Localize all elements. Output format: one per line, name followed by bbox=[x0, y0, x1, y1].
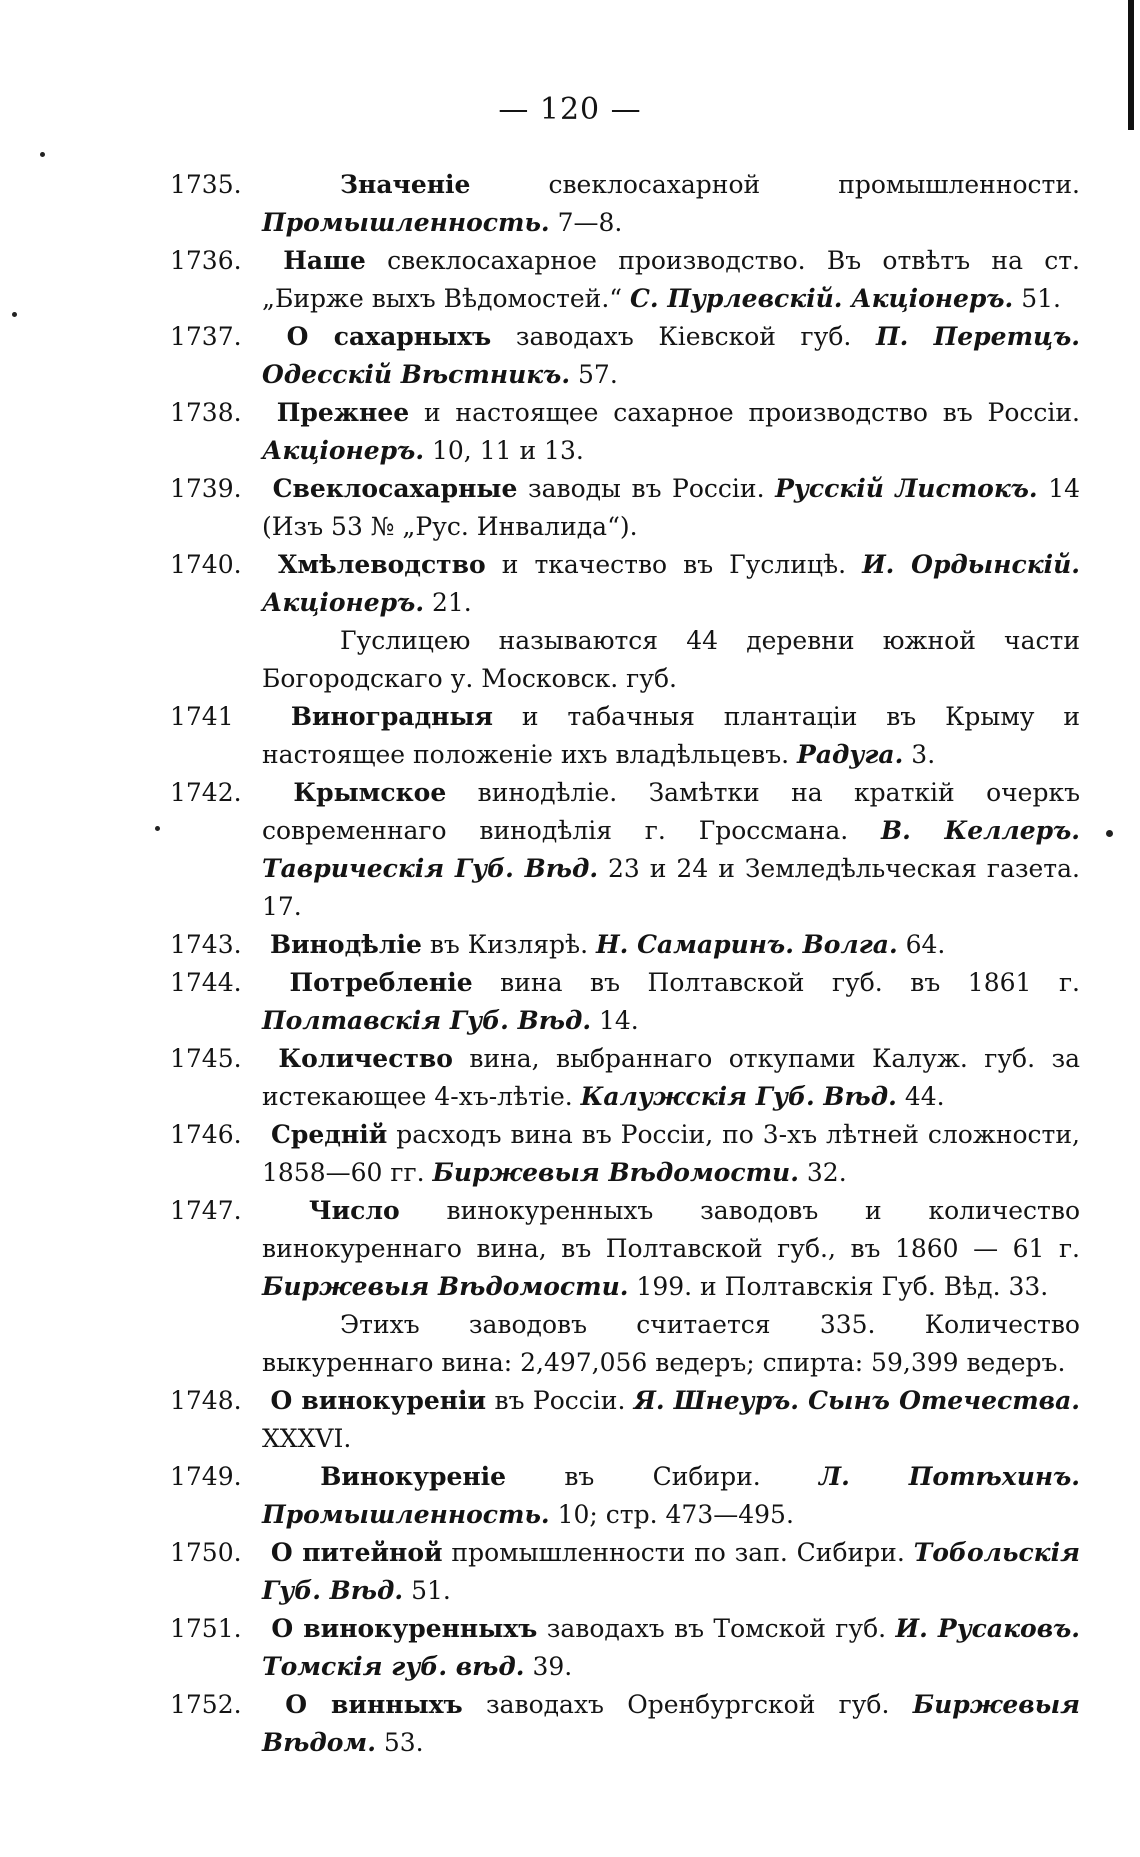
speck bbox=[40, 152, 45, 157]
entry-tail: 14. bbox=[599, 1006, 639, 1035]
entry bbox=[170, 1382, 1080, 1458]
entry bbox=[170, 470, 1080, 546]
entry bbox=[170, 242, 1080, 318]
entry-text: свеклосахарное производство. Въ отвѣтъ на ст. „Бирже выхъ Вѣдомостей.“ bbox=[262, 246, 1080, 313]
entry bbox=[170, 1116, 1080, 1192]
entry-number: 1735. bbox=[170, 170, 242, 199]
entry-text: расходъ вина въ Россіи, по 3-хъ лѣтней сложности, 1858—60 гг. bbox=[262, 1120, 1080, 1187]
entry-text: винодѣліе. Замѣтки на краткій очеркъ современнаго винодѣлія г. Гроссмана. bbox=[262, 778, 1080, 845]
entry-text: промышленности по зап. Сибири. bbox=[451, 1538, 905, 1567]
entry-tail: 23 и 24 и Земледѣльческая газета. 17. bbox=[262, 854, 1080, 921]
entry-tail: 53. bbox=[383, 1728, 424, 1757]
entry-source: И. Ордынскій. Акціонеръ. bbox=[262, 550, 1080, 617]
entry-heading: О винокуреніи bbox=[270, 1386, 487, 1415]
entry bbox=[170, 318, 1080, 394]
entry-heading: О винокуренныхъ bbox=[271, 1614, 538, 1643]
speck bbox=[1106, 830, 1113, 837]
entry-heading: О винныхъ bbox=[285, 1690, 463, 1719]
entry-tail: 14 (Изъ 53 № „Рус. Инвалида“). bbox=[262, 474, 1081, 541]
entry-number: 1750. bbox=[170, 1538, 242, 1567]
entry-number: 1747. bbox=[170, 1196, 242, 1225]
entry bbox=[170, 774, 1080, 926]
entry-source: И. Русаковъ. Томскія губ. вѣд. bbox=[262, 1614, 1080, 1681]
entry-tail: 10, 11 и 13. bbox=[431, 436, 584, 465]
entry-tail: 21. bbox=[431, 588, 472, 617]
entry bbox=[170, 1610, 1080, 1686]
entry-number: 1740. bbox=[170, 550, 242, 579]
entry-heading: Число bbox=[308, 1196, 400, 1225]
entry-number: 1743. bbox=[170, 930, 242, 959]
entry-text: заводахъ Оренбургской губ. bbox=[485, 1690, 890, 1719]
entry-source: Н. Самаринъ. Волга. bbox=[596, 930, 898, 959]
entry bbox=[170, 1192, 1080, 1306]
entry-text: и табачныя плантаціи въ Крыму и настоящее положеніе ихъ владѣльцевъ. bbox=[262, 702, 1080, 769]
entry-number: 1739. bbox=[170, 474, 242, 503]
entry-source: Биржевыя Вѣдомости. bbox=[262, 1272, 629, 1301]
entry-source: Биржевыя Вѣдомости. bbox=[432, 1158, 799, 1187]
entry-tail: 10; стр. 473—495. bbox=[557, 1500, 794, 1529]
entry-number: 1746. bbox=[170, 1120, 242, 1149]
entry bbox=[170, 698, 1080, 774]
entry-number: 1742. bbox=[170, 778, 242, 807]
entry-text: и настоящее сахарное производство въ Россіи. bbox=[423, 398, 1080, 427]
entry bbox=[170, 394, 1080, 470]
entry-source: Тобольскія Губ. Вѣд. bbox=[262, 1538, 1080, 1605]
entry-heading: О питейной bbox=[270, 1538, 443, 1567]
entry-text: винокуренныхъ заводовъ и количество винокуреннаго вина, въ Полтавской губ., въ 1860 — 61 г. bbox=[262, 1196, 1080, 1263]
entry bbox=[170, 166, 1080, 242]
entry bbox=[170, 1534, 1080, 1610]
entry-tail: 3. bbox=[911, 740, 936, 769]
entry-tail: 57. bbox=[578, 360, 618, 389]
entry-source: П. Перетцъ. Одесскій Вѣстникъ. bbox=[262, 322, 1080, 389]
entry-note: Гуслицею называются 44 деревни южной части Богородскаго у. Московск. губ. bbox=[262, 626, 1080, 693]
entry bbox=[170, 1458, 1080, 1534]
entry-number: 1736. bbox=[170, 246, 242, 275]
entry-heading: Хмѣлеводство bbox=[278, 550, 486, 579]
entry-text: въ Кизлярѣ. bbox=[429, 930, 589, 959]
entry-source: Биржевыя Вѣдом. bbox=[262, 1690, 1081, 1757]
entry-text: заводахъ въ Томской губ. bbox=[546, 1614, 887, 1643]
entry-text: заводахъ Кіевской губ. bbox=[515, 322, 852, 351]
entry-number: 1748. bbox=[170, 1386, 242, 1415]
entry bbox=[170, 964, 1080, 1040]
entry-number: 1737. bbox=[170, 322, 242, 351]
entry-source: Радуга. bbox=[797, 740, 904, 769]
entry-number: 1751. bbox=[170, 1614, 242, 1643]
entry-source: Калужскія Губ. Вѣд. bbox=[580, 1082, 897, 1111]
entry-heading: Количество bbox=[278, 1044, 453, 1073]
entry bbox=[170, 546, 1080, 622]
speck bbox=[155, 826, 160, 831]
entry-tail: XXXVI. bbox=[262, 1424, 352, 1453]
entry-text: и ткачество въ Гуслицѣ. bbox=[501, 550, 847, 579]
entry-heading: Значеніе bbox=[340, 170, 471, 199]
entry-tail: 39. bbox=[532, 1652, 573, 1681]
entry-source: Промышленность. bbox=[262, 208, 550, 237]
entry-heading: Прежнее bbox=[276, 398, 410, 427]
entry-number: 1744. bbox=[170, 968, 242, 997]
entry-heading: Виноградныя bbox=[290, 702, 493, 731]
entry-tail: 32. bbox=[806, 1158, 847, 1187]
entry-heading: Винокуреніе bbox=[320, 1462, 507, 1491]
entry-source: Я. Шнеуръ. Сынъ Отечества. bbox=[633, 1386, 1080, 1415]
entry-text: въ Сибири. bbox=[564, 1462, 761, 1491]
entry-source: Акціонеръ. bbox=[262, 436, 425, 465]
entry bbox=[170, 1040, 1080, 1116]
entry-source: Л. Потѣхинъ. Промышленность. bbox=[262, 1462, 1080, 1529]
entry-text: заводы въ Россіи. bbox=[527, 474, 765, 503]
entry-text: свеклосахарной промышленности. bbox=[548, 170, 1080, 199]
entry-heading: Свеклосахарные bbox=[272, 474, 518, 503]
entry-source: Русскій Листокъ. bbox=[775, 474, 1038, 503]
entry-tail: 51. bbox=[411, 1576, 451, 1605]
entry-heading: Винодѣліе bbox=[269, 930, 422, 959]
page-number: — 120 — bbox=[498, 92, 642, 127]
entry-heading: Потребленіе bbox=[289, 968, 473, 997]
entry-text: вина въ Полтавской губ. въ 1861 г. bbox=[500, 968, 1081, 997]
entry-tail: 44. bbox=[904, 1082, 945, 1111]
entry-tail: 51. bbox=[1021, 284, 1061, 313]
entry-tail: 7—8. bbox=[557, 208, 623, 237]
entry-source: В. Келлеръ. Таврическія Губ. Вѣд. bbox=[262, 816, 1080, 883]
entry-source: С. Пурлевскій. Акціонеръ. bbox=[630, 284, 1014, 313]
entry-text: вина, выбраннаго откупами Калуж. губ. за истекающее 4-хъ-лѣтіе. bbox=[262, 1044, 1080, 1111]
entry bbox=[170, 926, 1080, 964]
entry-heading: О сахарныхъ bbox=[286, 322, 492, 351]
entry-tail: 64. bbox=[905, 930, 946, 959]
entry-heading: Наше bbox=[283, 246, 366, 275]
entry-number: 1752. bbox=[170, 1690, 242, 1719]
speck bbox=[12, 312, 17, 317]
entry-tail: 199. и Полтавскія Губ. Вѣд. 33. bbox=[636, 1272, 1049, 1301]
entry-heading: Крымское bbox=[293, 778, 447, 807]
entry-text: въ Россіи. bbox=[494, 1386, 626, 1415]
entry-note: Этихъ заводовъ считается 335. Количество выкуреннаго вина: 2,497,056 ведеръ; спирта: 59,399 ведеръ. bbox=[262, 1310, 1080, 1377]
entry-heading: Средній bbox=[270, 1120, 388, 1149]
entry-source: Полтавскія Губ. Вѣд. bbox=[262, 1006, 592, 1035]
entry-number: 1741 bbox=[170, 702, 234, 731]
entry-number: 1738. bbox=[170, 398, 242, 427]
entry bbox=[170, 1686, 1080, 1762]
entry-number: 1749. bbox=[170, 1462, 242, 1491]
bibliography-list bbox=[170, 166, 1080, 1762]
entry-number: 1745. bbox=[170, 1044, 242, 1073]
